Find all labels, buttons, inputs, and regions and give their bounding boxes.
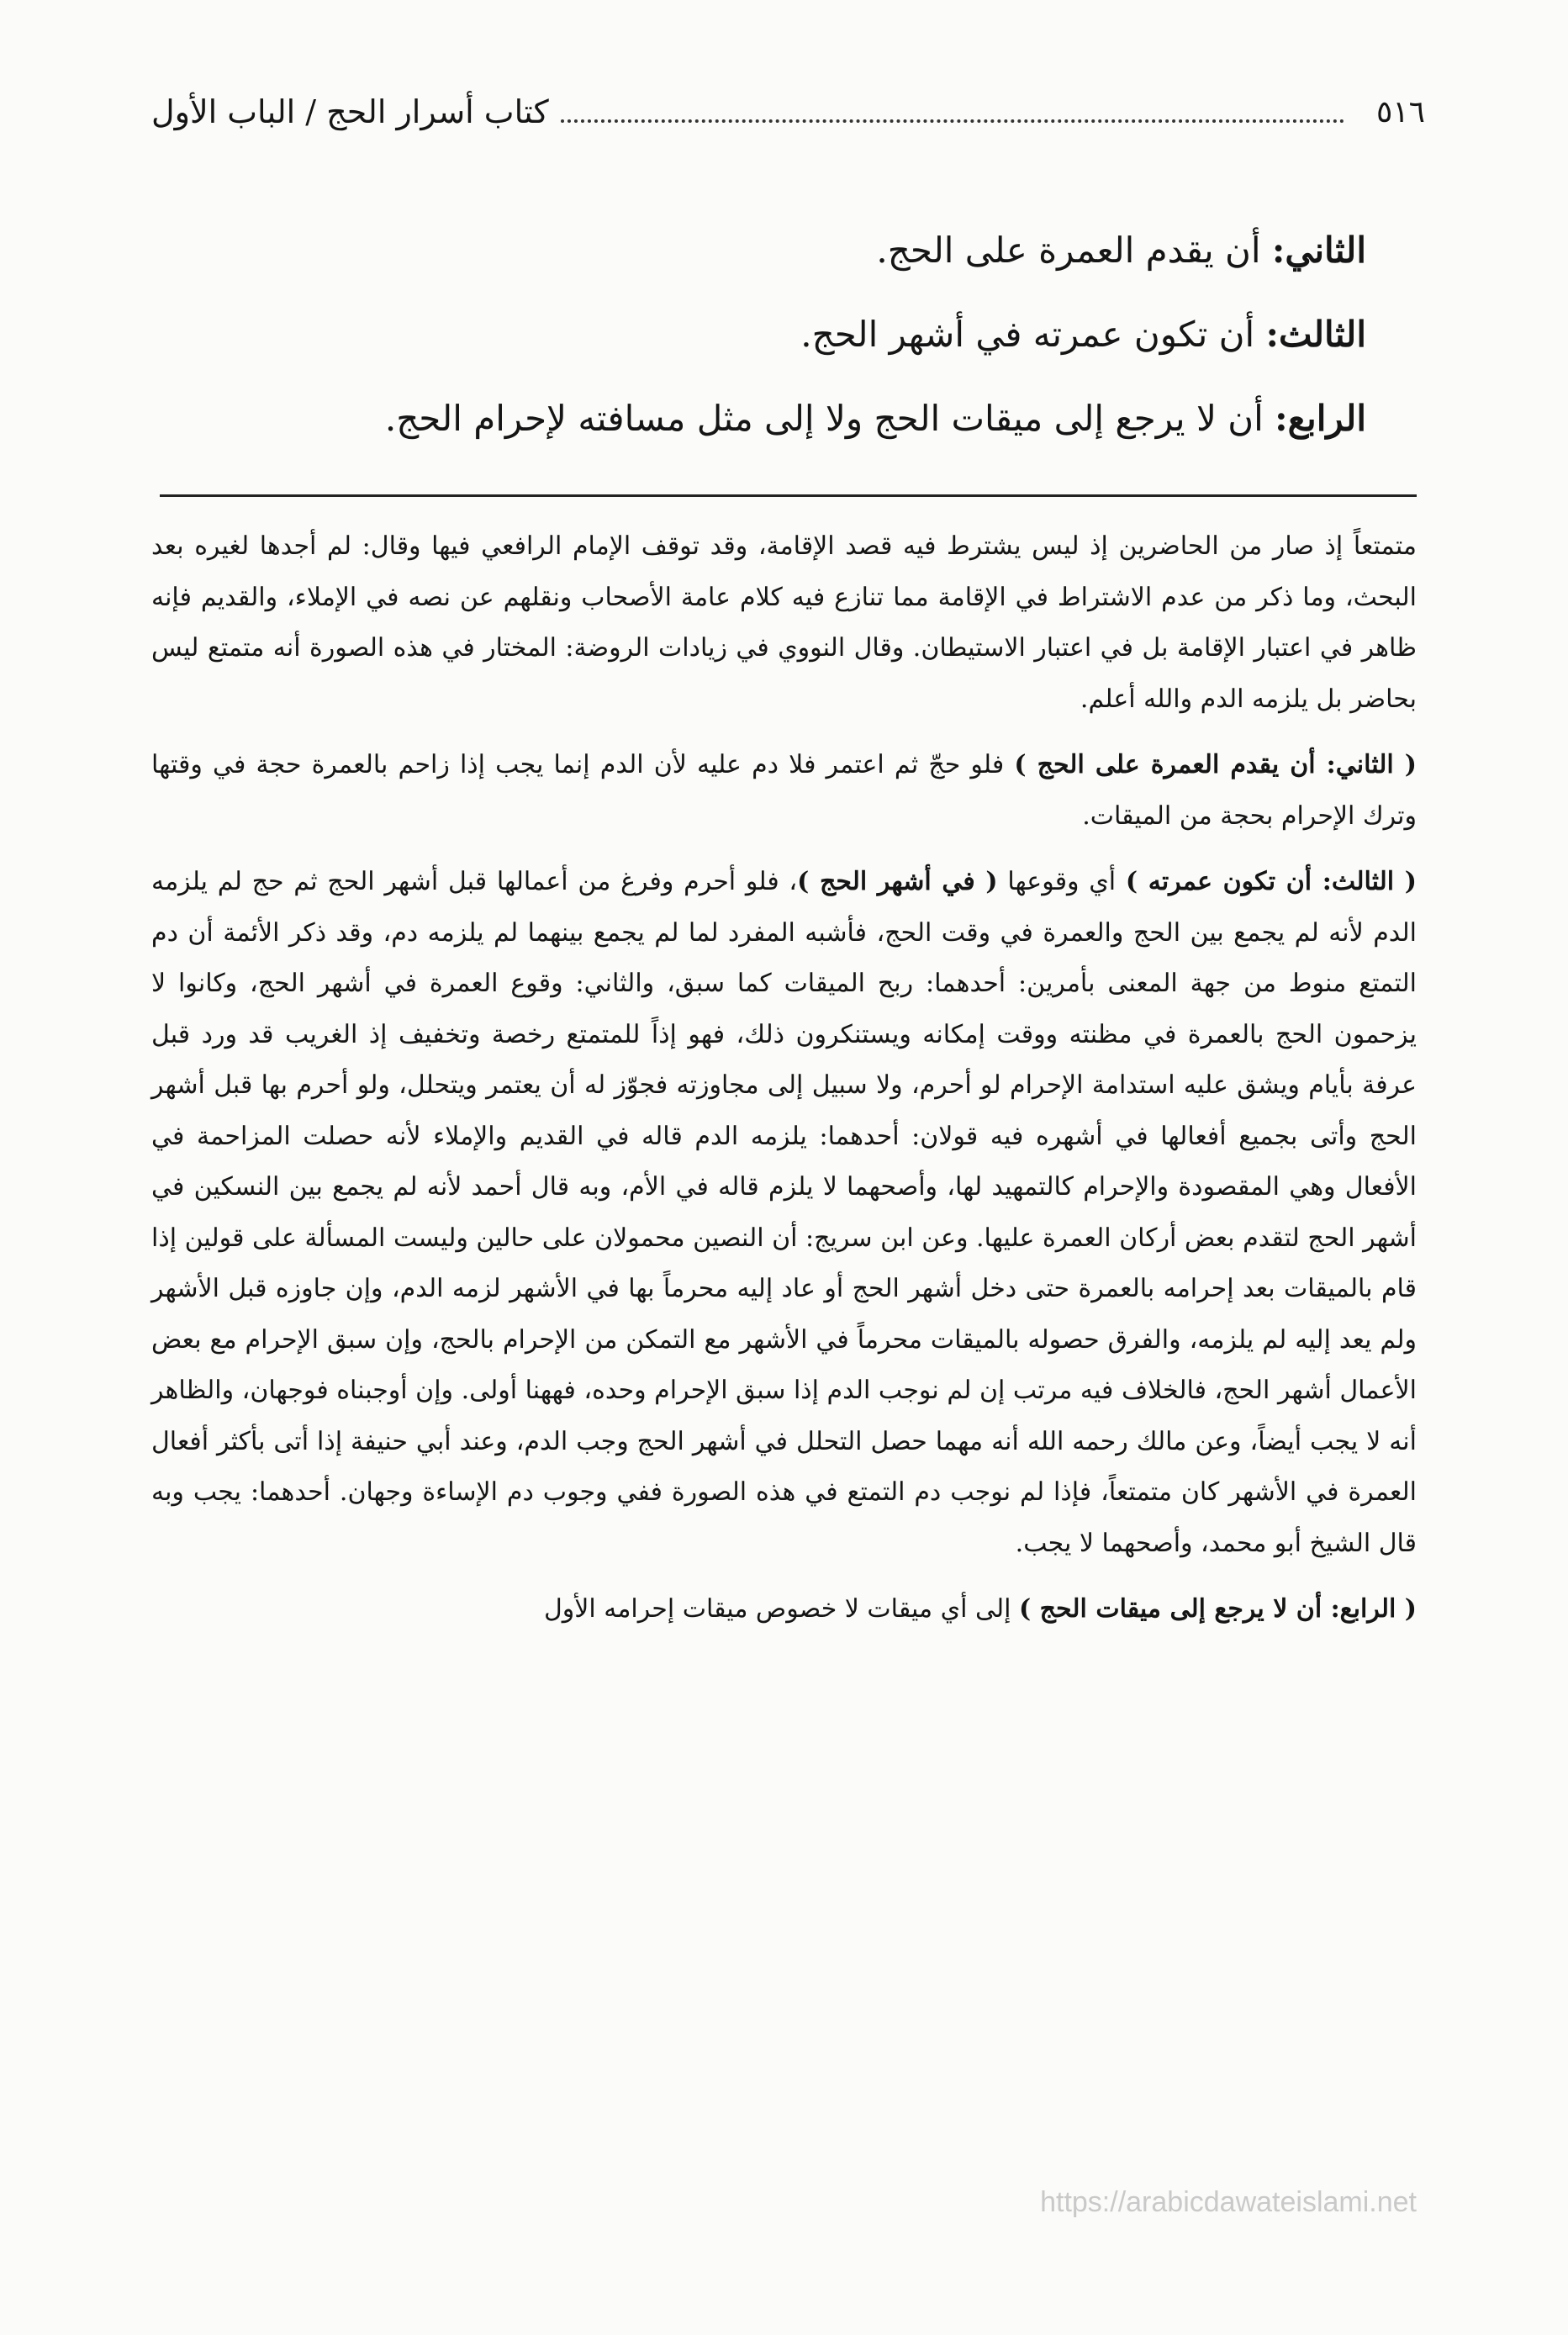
page-number: ٥١٦ (1375, 94, 1425, 129)
main-label: الرابع: (1275, 398, 1366, 439)
commentary-paragraph-3 (151, 857, 1417, 1569)
commentary-heading: ( الرابع: أن لا يرجع إلى ميقات الحج ) (1019, 1594, 1417, 1624)
header-dot-leader (561, 111, 1344, 123)
commentary-heading: ( الثالث: أن تكون عمرته ) (1125, 867, 1417, 896)
main-line-third (311, 293, 1366, 377)
commentary-paragraph-2 (151, 740, 1417, 842)
main-label: الثاني: (1271, 230, 1366, 271)
commentary-text: فلو حجّ ثم اعتمر فلا دم عليه لأن الدم إنما يجب إذا زاحم بالعمرة حجة في وقتها وترك الإحرام بحجة من الميقات. (151, 750, 1417, 831)
running-header (151, 82, 1425, 141)
main-line-fourth (311, 377, 1366, 461)
main-label: الثالث: (1265, 314, 1366, 355)
commentary-paragraph-1: متمتعاً إذ صار من الحاضرين إذ ليس يشترط فيه قصد الإقامة، وقد توقف الإمام الرافعي فيها وقال: لم أجدها لغيره بعد البحث، وما ذكر من عدم الاشتراط في الإقامة مما تنازع فيه كلام عامة الأصحاب ونقلهم عن نصه في الإملاء، والقديم فإنه ظاهر في اعتبار الإقامة بل في اعتبار الاستيطان. وقال النووي في زيادات الروضة: المختار في هذه الصورة أنه متمتع ليس بحاضر بل يلزمه الدم والله أعلم. (151, 531, 1417, 714)
commentary-heading: ( الثاني: أن يقدم العمرة على الحج ) (1014, 750, 1417, 779)
main-line-text: أن لا يرجع إلى ميقات الحج ولا إلى مثل مسافته لإحرام الحج. (384, 398, 1275, 439)
watermark: https://arabicdawateislami.net (1040, 2186, 1417, 2218)
commentary-paragraph-4 (151, 1584, 1417, 1635)
main-text (311, 209, 1366, 461)
commentary-text: أي وقوعها (997, 867, 1126, 896)
book-title: كتاب أسرار الحج / الباب الأول (151, 93, 549, 130)
commentary-text: ، فلو أحرم وفرغ من أعمالها قبل أشهر الحج ثم حج لم يلزمه الدم لأنه لم يجمع بين الحج والعمرة في وقت الحج، فأشبه المفرد لما لم يجمع بينهما لم يلزمه دم، وقد ذكر الأئمة أن دم التمتع منوط من جهة المعنى بأمرين: أحدهما: ربح الميقات كما سبق، والثاني: وقوع العمرة في أشهر الحج، وكانوا لا يزحمون الحج بالعمرة في مظنته ووقت إمكانه ويستنكرون ذلك، فهو إذاً للمتمتع رخصة وتخفيف إذ الغريب قد ورد قبل عرفة بأيام ويشق عليه استدامة الإحرام لو أحرم، ولا سبيل إلى مجاوزته فجوّز له أن يعتمر ويتحلل، ولو أحرم بها قبل أشهر الحج وأتى بجميع أفعالها في أشهره فيه قولان: أحدهما: يلزمه الدم قاله في القديم والإملاء لأنه حصلت المزاحمة في الأفعال وهي المقصودة والإحرام كالتمهيد لها، وأصحهما لا يلزم قاله في الأم، وبه قال أحمد لأنه لم يجمع بين النسكين في أشهر الحج لتقدم بعض أركان العمرة عليها. وعن ابن سريج: أن النصين محمولان على حالين وليست المسألة على قولين إذا قام بالميقات بعد إحرامه بالعمرة حتى دخل أشهر الحج أو عاد إليه محرماً بها في الأشهر لزمه الدم، وإن جاوزه قبل الأشهر ولم يعد إليه لم يلزمه، والفرق حصوله بالميقات محرماً في الأشهر مع التمكن من الإحرام بالحج، وإن سبق الإحرام مع بعض الأعمال أشهر الحج، فالخلاف فيه مرتب إن لم نوجب الدم إذا سبق الإحرام وحده، فههنا أولى. وإن أوجبناه فوجهان، والظاهر أنه لا يجب أيضاً، وعن مالك رحمه الله أنه مهما حصل التحلل في أشهر الحج وجب الدم، وعند أبي حنيفة إذا أتى بأكثر أفعال العمرة في الأشهر كان متمتعاً، فإذا لم نوجب دم التمتع في هذه الصورة ففي وجوب دم الإساءة وجهان. أحدهما: يجب وبه قال الشيخ أبو محمد، وأصحهما لا يجب. (151, 867, 1417, 1558)
section-divider (160, 494, 1417, 497)
main-line-second (311, 209, 1366, 293)
main-line-text: أن تكون عمرته في أشهر الحج. (800, 314, 1266, 355)
commentary-heading: ( في أشهر الحج ) (797, 867, 998, 896)
commentary-text: إلى أي ميقات لا خصوص ميقات إحرامه الأول (543, 1594, 1020, 1624)
commentary (151, 521, 1417, 1651)
main-line-text: أن يقدم العمرة على الحج. (876, 230, 1272, 271)
